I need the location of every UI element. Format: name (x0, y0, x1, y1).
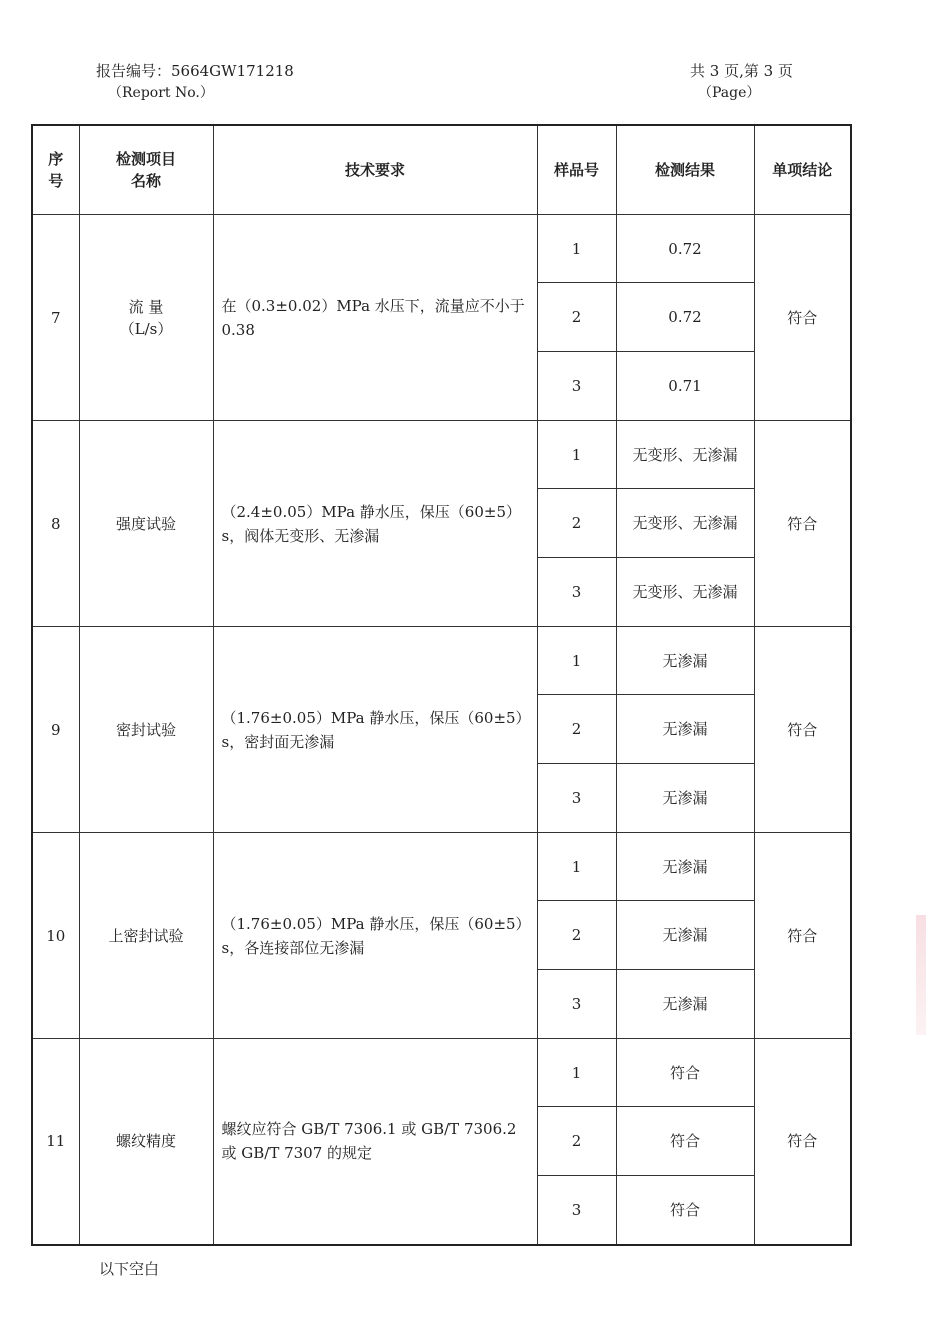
col-header-item: 检测项目 名称 (79, 125, 213, 215)
row-conclusion: 符合 (754, 215, 851, 421)
col-header-seq: 序 号 (32, 125, 79, 215)
sample-number: 3 (537, 970, 616, 1039)
sample-number: 1 (537, 627, 616, 695)
table-row (32, 627, 851, 695)
sample-result: 无渗漏 (616, 764, 754, 833)
row-conclusion: 符合 (754, 627, 851, 833)
sample-number: 1 (537, 421, 616, 489)
table-row (32, 215, 851, 283)
row-seq: 11 (32, 1039, 79, 1245)
sample-result: 无渗漏 (616, 627, 754, 695)
sample-number: 1 (537, 1039, 616, 1107)
row-item-name: 流 量 （L/s） (79, 215, 213, 421)
row-requirement: （2.4±0.05）MPa 静水压，保压（60±5）s，阀体无变形、无渗漏 (213, 421, 537, 627)
row-item-name: 螺纹精度 (79, 1039, 213, 1245)
sample-number: 2 (537, 695, 616, 764)
sample-number: 2 (537, 901, 616, 970)
sample-result: 符合 (616, 1176, 754, 1245)
sample-result: 无渗漏 (616, 833, 754, 901)
row-conclusion: 符合 (754, 421, 851, 627)
sample-number: 3 (537, 1176, 616, 1245)
sample-number: 1 (537, 833, 616, 901)
col-header-sample: 样品号 (537, 125, 616, 215)
table-row (32, 1039, 851, 1107)
page-indicator-en: （Page） (698, 85, 761, 101)
sample-result: 无渗漏 (616, 695, 754, 764)
report-number-en: （Report No.） (108, 85, 214, 101)
page-indicator: 共 3 页,第 3 页 (690, 62, 793, 80)
row-conclusion: 符合 (754, 833, 851, 1039)
row-seq: 9 (32, 627, 79, 833)
sample-number: 3 (537, 558, 616, 627)
sample-number: 2 (537, 489, 616, 558)
row-item-name: 密封试验 (79, 627, 213, 833)
col-header-result: 检测结果 (616, 125, 754, 215)
row-item-name: 强度试验 (79, 421, 213, 627)
table-row (32, 833, 851, 901)
row-seq: 7 (32, 215, 79, 421)
sample-result: 0.71 (616, 352, 754, 421)
row-requirement: 在（0.3±0.02）MPa 水压下，流量应不小于 0.38 (213, 215, 537, 421)
row-requirement: （1.76±0.05）MPa 静水压，保压（60±5）s，各连接部位无渗漏 (213, 833, 537, 1039)
sample-number: 2 (537, 283, 616, 352)
sample-result: 0.72 (616, 215, 754, 283)
table-header-row (32, 125, 851, 215)
test-results-table (31, 124, 852, 1246)
stamp-edge-mark (916, 915, 926, 1035)
sample-result: 无渗漏 (616, 901, 754, 970)
sample-result: 符合 (616, 1039, 754, 1107)
sample-result: 无渗漏 (616, 970, 754, 1039)
sample-number: 3 (537, 764, 616, 833)
sample-result: 0.72 (616, 283, 754, 352)
row-requirement: 螺纹应符合 GB/T 7306.1 或 GB/T 7306.2 或 GB/T 7307 的规定 (213, 1039, 537, 1245)
row-seq: 8 (32, 421, 79, 627)
row-seq: 10 (32, 833, 79, 1039)
row-requirement: （1.76±0.05）MPa 静水压，保压（60±5）s，密封面无渗漏 (213, 627, 537, 833)
row-conclusion: 符合 (754, 1039, 851, 1245)
sample-number: 2 (537, 1107, 616, 1176)
sample-number: 3 (537, 352, 616, 421)
table-row (32, 421, 851, 489)
report-number-block (96, 60, 294, 104)
sample-number: 1 (537, 215, 616, 283)
sample-result: 无变形、无渗漏 (616, 558, 754, 627)
sample-result: 符合 (616, 1107, 754, 1176)
sample-result: 无变形、无渗漏 (616, 421, 754, 489)
report-number: 报告编号：5664GW171218 (96, 62, 294, 80)
col-header-conclusion: 单项结论 (754, 125, 851, 215)
col-header-requirement: 技术要求 (213, 125, 537, 215)
page-indicator-block (690, 60, 793, 104)
row-item-name: 上密封试验 (79, 833, 213, 1039)
blank-below-note: 以下空白 (99, 1260, 160, 1278)
sample-result: 无变形、无渗漏 (616, 489, 754, 558)
